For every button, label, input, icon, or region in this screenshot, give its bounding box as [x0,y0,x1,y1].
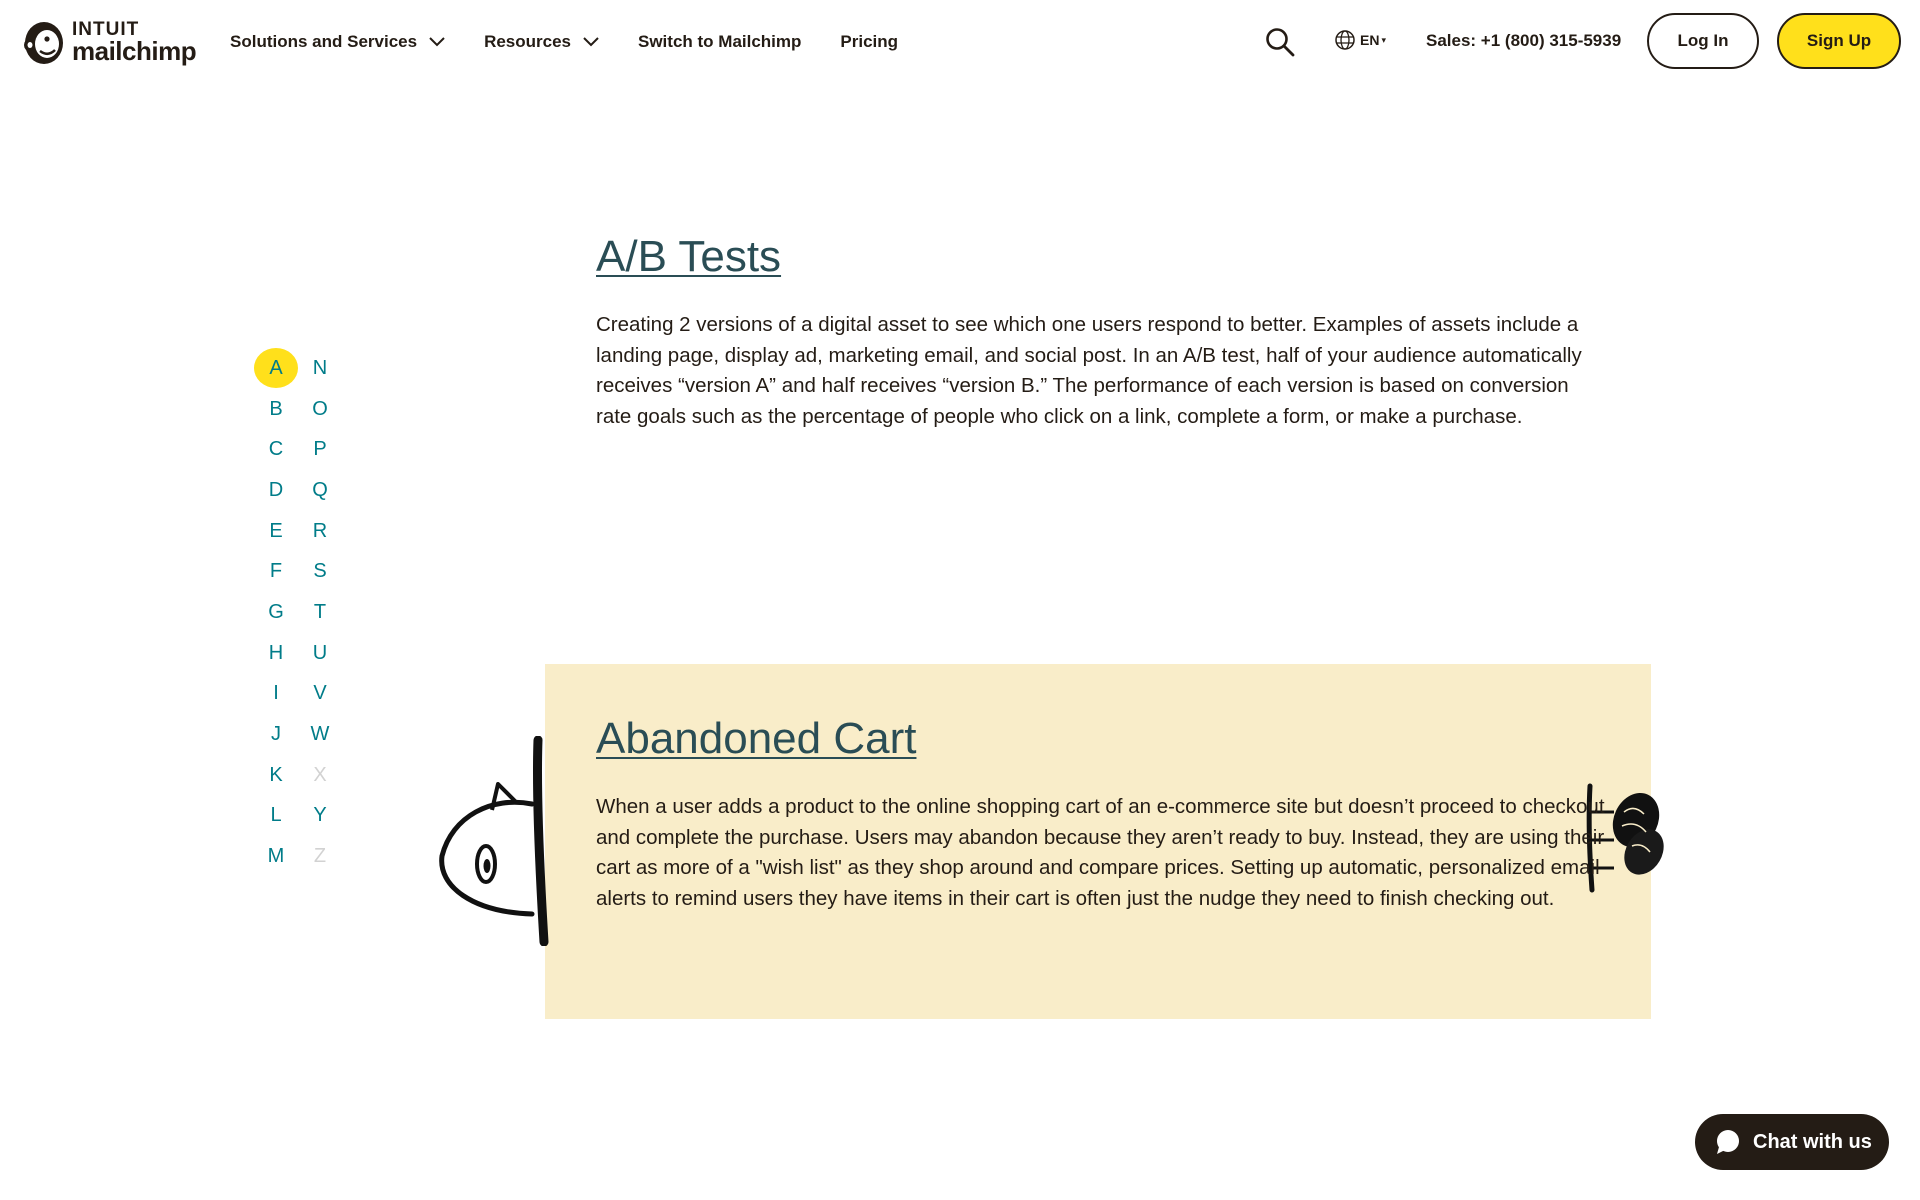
alphabet-letter-label: D [268,478,284,501]
nav-pricing[interactable] [840,32,898,52]
chat-bubble-icon [1715,1129,1741,1155]
alphabet-letter-label: S [313,560,327,583]
alphabet-nav [254,348,344,877]
term-definition-ab-tests: Creating 2 versions of a digital asset to see which one users respond to better. Examples of assets include a landing page, display ad, marketing email, and social post. In an A/B test, half of your audience automatically receives “version A” and half receives “version B.” The performance of each version is based on conversion rate goals such as the percentage of people who click on a link, complete a form, or make a purchase. [596,313,1582,428]
sales-phone[interactable]: Sales: +1 (800) 315-5939 [1426,31,1622,50]
log-in-button[interactable]: Log In [1647,13,1759,69]
sign-up-button[interactable]: Sign Up [1777,13,1901,69]
alphabet-letter-label: N [312,356,328,379]
alphabet-letter-label: M [267,845,285,868]
alphabet-letter-label: P [313,438,327,461]
alphabet-letter-label: V [313,682,327,705]
alphabet-letter-z [298,836,342,877]
alphabet-letter-e[interactable] [254,511,298,552]
alphabet-letter-h[interactable] [254,633,298,674]
nav-item-label: Solutions and Services [230,32,418,51]
alphabet-letter-l[interactable] [254,796,298,837]
alphabet-letter-a[interactable] [254,348,298,389]
term-definition-abandoned-cart: When a user adds a product to the online shopping cart of an e-commerce site but doesn’t proceed to checkout and complete the purchase. Users may abandon because they aren’t ready to buy. Instead, they are using their cart as more of a "wish list" as they shop around and compare prices. Setting up automatic, personalized email alerts to remind users they have items in their cart is often just the nudge they need to finish checking out. [596,795,1605,910]
alphabet-letter-label: Y [313,804,327,827]
alphabet-letter-label: X [313,763,327,786]
alphabet-letter-label: W [310,723,330,746]
alphabet-letter-label: F [269,560,283,583]
alphabet-letter-label: G [268,600,284,623]
alphabet-letter-q[interactable] [298,470,342,511]
freddie-logo-icon [20,17,68,67]
alphabet-letter-c[interactable] [254,429,298,470]
alphabet-letter-f[interactable] [254,551,298,592]
globe-icon [1334,29,1356,51]
nav-item-label: Pricing [840,32,899,51]
alphabet-letter-label: Z [313,845,327,868]
alphabet-letter-label: C [268,438,284,461]
alphabet-letter-p[interactable] [298,429,342,470]
alphabet-letter-n[interactable] [298,348,342,389]
doodle-creature-illustration [432,736,552,946]
search-icon[interactable] [1264,26,1296,58]
alphabet-letter-label: B [269,397,283,420]
alphabet-letter-k[interactable] [254,755,298,796]
alphabet-letter-label: A [254,348,298,388]
alphabet-letter-label: O [312,397,328,420]
alphabet-letter-j[interactable] [254,714,298,755]
nav-resources[interactable] [484,32,599,52]
alphabet-letter-m[interactable] [254,836,298,877]
alphabet-letter-b[interactable] [254,389,298,430]
alphabet-letter-label: H [268,641,284,664]
alphabet-letter-w[interactable] [298,714,342,755]
chat-label: Chat with us [1753,1130,1872,1153]
nav-item-label: Switch to Mailchimp [638,32,802,51]
alphabet-letter-u[interactable] [298,633,342,674]
nav-item-label: Resources [484,32,571,51]
alphabet-letter-label: U [312,641,328,664]
nav-switch-to-mailchimp[interactable] [638,32,801,52]
alphabet-letter-y[interactable] [298,796,342,837]
alphabet-letter-label: Q [312,478,328,501]
logo-intuit-text: INTUIT [72,19,140,40]
alphabet-letter-label: T [313,600,327,623]
alphabet-letter-i[interactable] [254,674,298,715]
logo-mailchimp-text: mailchimp [72,36,197,66]
chevron-down-icon [583,37,599,47]
alphabet-letter-label: R [312,519,328,542]
alphabet-letter-label: J [271,723,281,746]
alphabet-letter-label: E [269,519,283,542]
nav-solutions-and-services[interactable] [230,32,445,52]
alphabet-letter-o[interactable] [298,389,342,430]
mailchimp-logo[interactable] [20,16,200,68]
term-title-abandoned-cart[interactable]: Abandoned Cart [596,714,917,763]
main-nav [230,0,937,84]
term-title-ab-tests[interactable]: A/B Tests [596,232,782,281]
alphabet-letter-s[interactable] [298,551,342,592]
language-label: EN [1360,32,1380,48]
alphabet-letter-label: L [270,804,282,827]
chevron-down-icon [429,37,445,47]
site-header [0,0,1920,84]
language-selector[interactable] [1334,29,1386,51]
alphabet-letter-x [298,755,342,796]
alphabet-letter-label: I [273,682,279,705]
chat-with-us-button[interactable] [1695,1114,1889,1170]
alphabet-letter-d[interactable] [254,470,298,511]
caret-down-icon: ▾ [1381,34,1386,45]
alphabet-letter-r[interactable] [298,511,342,552]
alphabet-letter-label: K [269,763,283,786]
alphabet-letter-t[interactable] [298,592,342,633]
alphabet-letter-g[interactable] [254,592,298,633]
alphabet-letter-v[interactable] [298,674,342,715]
